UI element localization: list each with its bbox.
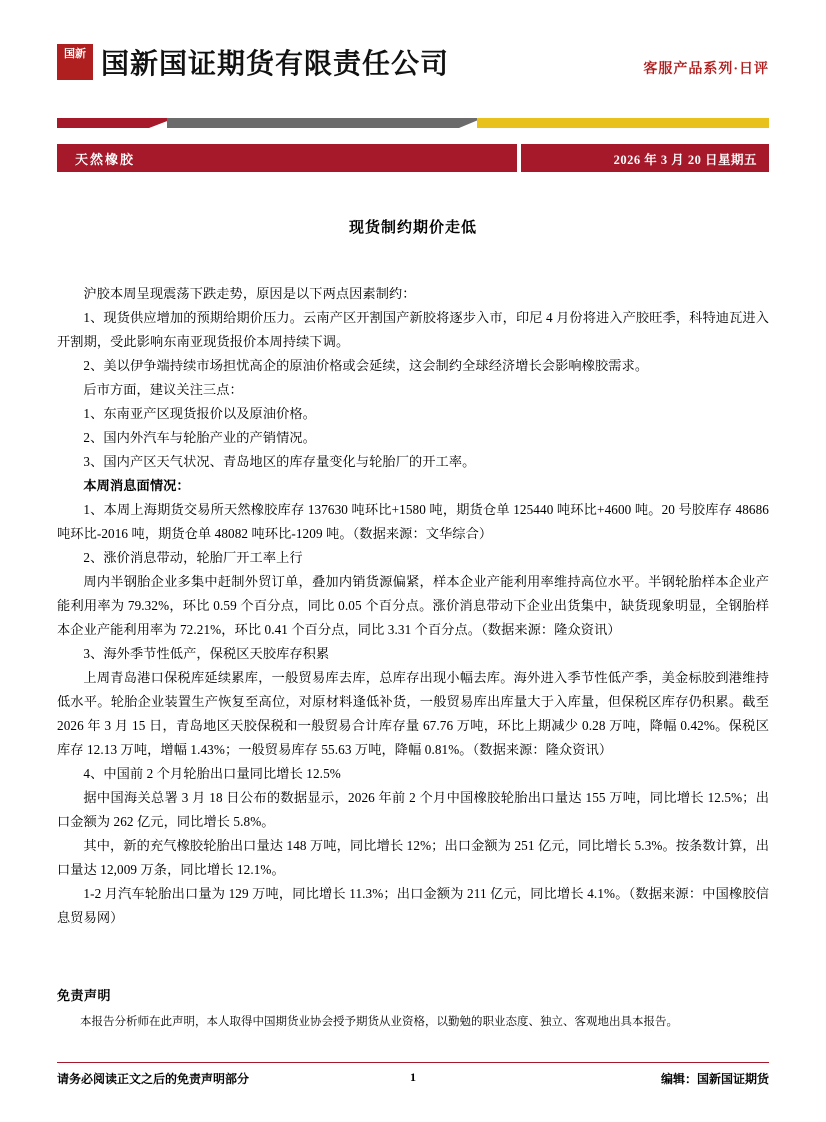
document-header xyxy=(57,40,769,98)
paragraph-intro: 沪胶本周呈现震荡下跌走势，原因是以下两点因素制约： xyxy=(83,286,416,301)
paragraph-outlook-1: 1、东南亚产区现货报价以及原油价格。 xyxy=(83,406,316,421)
footer-divider xyxy=(57,1062,769,1063)
disclaimer-title: 免责声明 xyxy=(57,988,112,1003)
disclaimer-text: 本报告分析师在此声明，本人取得中国期货业协会授予期货从业资格，以勤勉的职业态度、独立、客观地出具本报告。 xyxy=(80,1016,678,1028)
page-title: 现货制约期价走低 xyxy=(348,220,477,236)
company-name: 国新国证期货有限责任公司 xyxy=(101,49,450,80)
paragraph-outlook-intro: 后市方面，建议关注三点： xyxy=(83,382,243,397)
document-footer xyxy=(57,1068,769,1090)
date-band xyxy=(521,144,769,172)
news-item-2-title: 2、涨价消息带动，轮胎厂开工率上行 xyxy=(83,550,303,565)
decorative-color-bars xyxy=(57,118,769,128)
news-item-4-title: 4、中国前 2 个月轮胎出口量同比增长 12.5% xyxy=(83,766,341,781)
report-date: 2026 年 3 月 20 日星期五 xyxy=(613,153,757,167)
bar-gold xyxy=(477,118,769,128)
news-item-2-body: 周内半钢胎企业多集中赶制外贸订单，叠加内销货源偏紧，样本企业产能利用率维持高位水平。半钢轮胎样本企业产能利用率为 79.32%，环比 0.59 个百分点，同比 0.05 个百分点。涨价消息带动下企业出货集中，缺货现象明显，全钢胎样本企业产能利用率为 72.21%，环比 0.41 个百分点，同比 3.31 个百分点。（数据来源：隆众资讯） xyxy=(57,574,769,637)
document-body xyxy=(57,282,769,930)
series-label: 客服产品系列·日评 xyxy=(643,62,769,77)
category-date-band xyxy=(57,144,769,172)
paragraph-factor-1: 1、现货供应增加的预期给期价压力。云南产区开割国产新胶将逐步入市，印尼 4 月份将进入产胶旺季，科特迪瓦进入开割期，受此影响东南亚现货报价本周持续下调。 xyxy=(57,310,769,349)
paragraph-outlook-3: 3、国内产区天气状况、青岛地区的库存量变化与轮胎厂的开工率。 xyxy=(83,454,476,469)
paragraph-outlook-2: 2、国内外汽车与轮胎产业的产销情况。 xyxy=(83,430,316,445)
news-item-4-body-2: 其中，新的充气橡胶轮胎出口量达 148 万吨，同比增长 12%；出口金额为 251 亿元，同比增长 5.3%。按条数计算，出口量达 12,009 万条，同比增长 12.1%。 xyxy=(57,838,769,877)
news-item-3-body: 上周青岛港口保税库延续累库，一般贸易库去库，总库存出现小幅去库。海外进入季节性低产季，美金标胶到港维持低水平。轮胎企业装置生产恢复至高位，对原材料逢低补货，一般贸易库出库量大于入库量，但保税区库存仍积累。截至 2026 年 3 月 15 日，青岛地区天胶保税和一般贸易合计库存量 67.76 万吨，环比上期减少 0.28 万吨，降幅 0.42%。保税区库存 12.13 万吨，增幅 1.43%；一般贸易库存 55.63 万吨，降幅 0.81%。（数据来源：隆众资讯） xyxy=(57,670,769,757)
news-item-1: 1、本周上海期货交易所天然橡胶库存 137630 吨环比+1580 吨，期货仓单 125440 吨环比+4600 吨。20 号胶库存 48686 吨环比-2016 吨，期货仓单 48082 吨环比-1209 吨。（数据来源：文华综合） xyxy=(57,502,769,541)
footer-editor: 编辑：国新国证期货 xyxy=(660,1072,769,1086)
page-number: 1 xyxy=(410,1070,416,1084)
news-item-4-body-1: 据中国海关总署 3 月 18 日公布的数据显示，2026 年前 2 个月中国橡胶轮胎出口量达 155 万吨，同比增长 12.5%；出口金额为 262 亿元，同比增长 5.8%。 xyxy=(57,790,769,829)
news-item-3-title: 3、海外季节性低产，保税区天胶库存积累 xyxy=(83,646,330,661)
section-heading-news: 本周消息面情况： xyxy=(83,478,190,493)
bar-red xyxy=(57,118,149,128)
news-item-4-body-3: 1-2 月汽车轮胎出口量为 129 万吨，同比增长 11.3%；出口金额为 211 亿元，同比增长 4.1%。（数据来源：中国橡胶信息贸易网） xyxy=(57,886,769,925)
footer-note: 请务必阅读正文之后的免责声明部分 xyxy=(57,1072,250,1086)
category-band xyxy=(57,144,517,172)
paragraph-factor-2: 2、美以伊争端持续市场担忧高企的原油价格或会延续，这会制约全球经济增长会影响橡胶需求。 xyxy=(83,358,649,373)
category-label: 天然橡胶 xyxy=(75,152,136,167)
company-logo-icon: 国新 xyxy=(57,44,93,80)
bar-gray xyxy=(167,118,459,128)
